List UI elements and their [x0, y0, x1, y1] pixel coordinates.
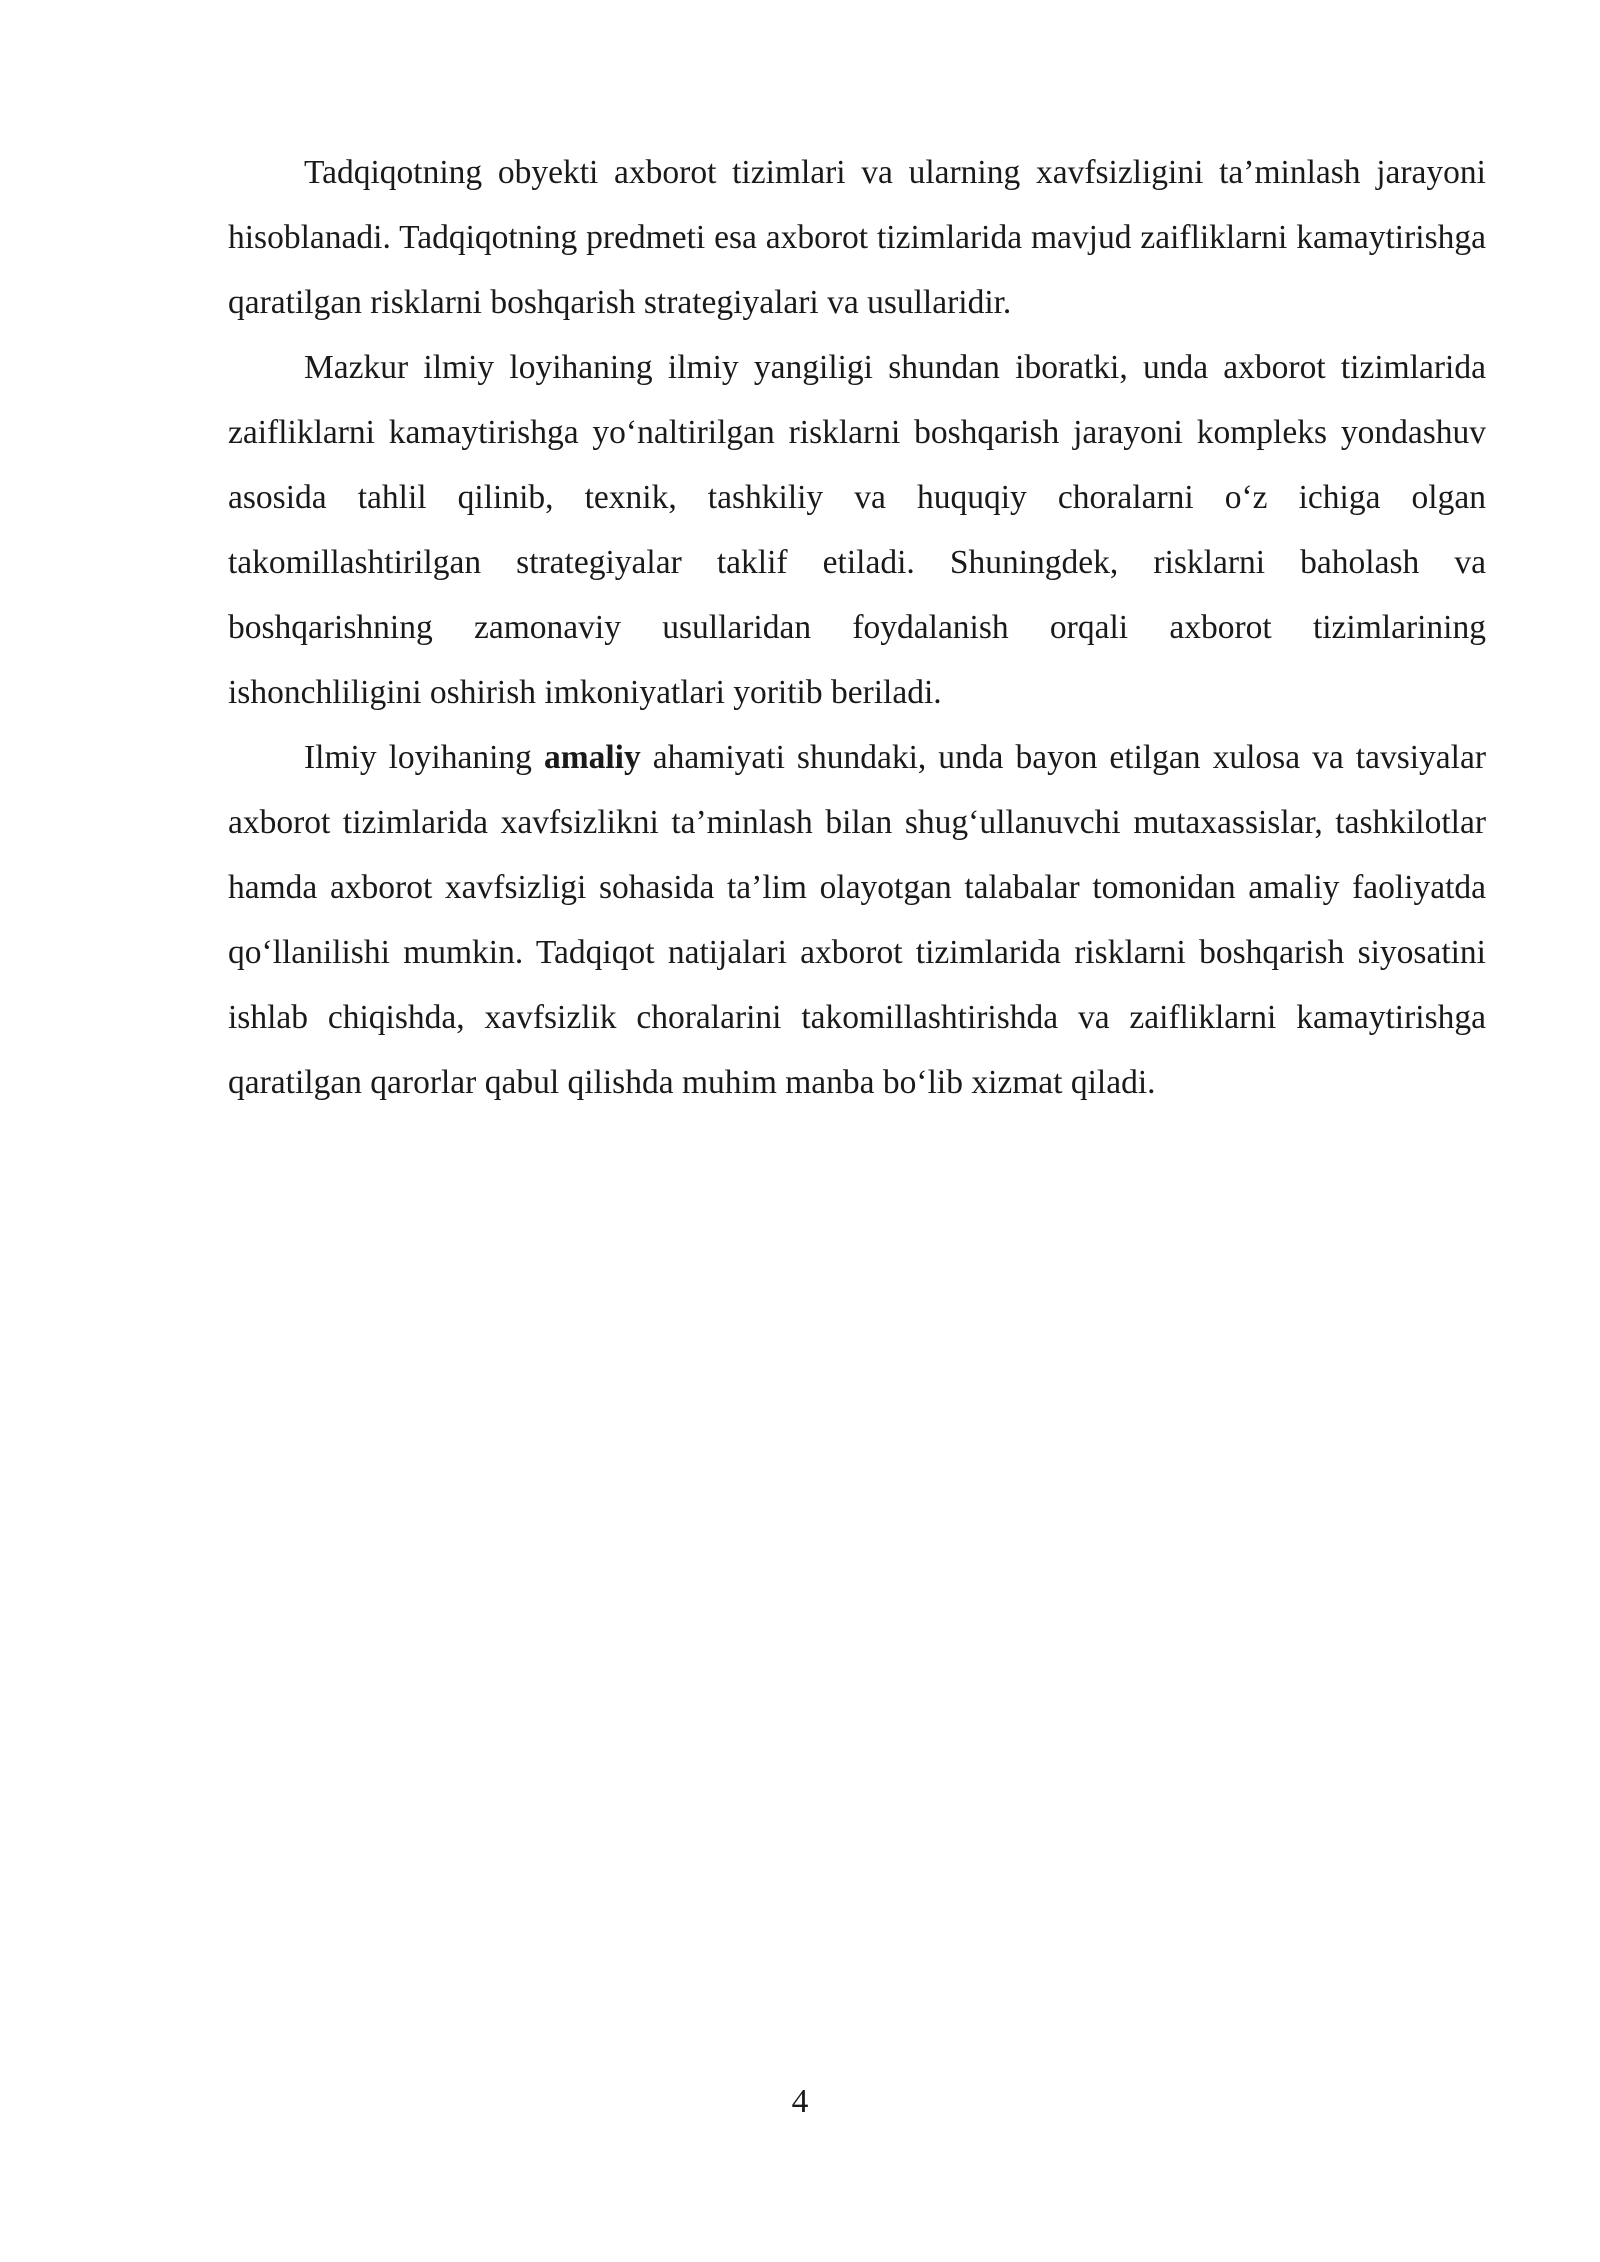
page-number: 4 [791, 2083, 809, 2120]
paragraph-practical-text-before: Ilmiy loyihaning [304, 739, 544, 776]
bold-term-amaliy: amaliy [543, 739, 641, 776]
paragraph-object-subject: Tadqiqotning obyekti axborot tizimlari va ularning xavfsizligini ta’minlash jarayoni hisoblanadi. Tadqiqotning predmeti esa axborot tizimlarida mavjud zaifliklarni kamaytirishga qaratilgan risklarni boshqarish strategiyalari va usullaridir. [228, 154, 1486, 321]
document-body [228, 140, 1486, 1115]
paragraph-practical-significance [228, 725, 1486, 1115]
paragraph-scientific-novelty: Mazkur ilmiy loyihaning ilmiy yangiligi shundan iboratki, unda axborot tizimlarida zaifliklarni kamaytirishga yo‘naltirilgan risklarni boshqarish jarayoni kompleks yondashuv asosida tahlil qilinib, texnik, tashkiliy va huquqiy choralarni o‘z ichiga olgan takomillashtirilgan strategiyalar taklif etiladi. Shuningdek, risklarni baholash va boshqarishning zamonaviy usullaridan foydalanish orqali axborot tizimlarining ishonchliligini oshirish imkoniyatlari yoritib beriladi. [228, 349, 1486, 711]
paragraph-practical-text-after: ahamiyati shundaki, unda bayon etilgan xulosa va tavsiyalar axborot tizimlarida xavfsizlikni ta’minlash bilan shug‘ullanuvchi mutaxassislar, tashkilotlar hamda axborot xavfsizligi sohasida ta’lim olayotgan talabalar tomonidan amaliy faoliyatda qo‘llanilishi mumkin. Tadqiqot natijalari axborot tizimlarida risklarni boshqarish siyosatini ishlab chiqishda, xavfsizlik choralarini takomillashtirishda va zaifliklarni kamaytirishga qaratilgan qarorlar qabul qilishda muhim manba bo‘lib xizmat qiladi. [228, 739, 1486, 1101]
